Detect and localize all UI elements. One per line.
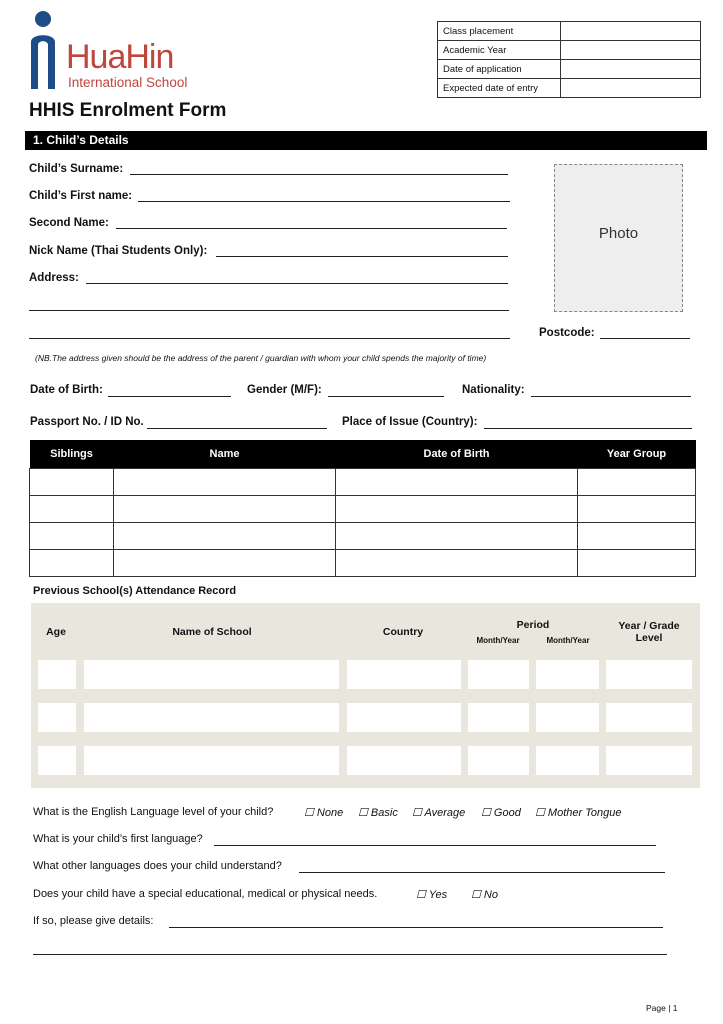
expected-entry-label: Expected date of entry (438, 79, 561, 98)
table-cell[interactable] (336, 496, 578, 523)
table-cell[interactable] (578, 469, 696, 496)
english-level-question: What is the English Language level of your child? (33, 806, 274, 818)
place-of-issue-input-line[interactable] (484, 428, 692, 429)
table-cell[interactable] (336, 523, 578, 550)
first-name-label: Child’s First name: (29, 190, 133, 202)
class-placement-label: Class placement (438, 22, 561, 41)
nationality-input-line[interactable] (531, 396, 691, 397)
special-needs-question: Does your child have a special educational, medical or physical needs. (33, 888, 378, 900)
checkbox-average[interactable] (412, 806, 465, 819)
date-of-application-field[interactable] (561, 60, 701, 79)
checkbox-basic[interactable] (358, 806, 398, 819)
checkbox-good[interactable] (481, 806, 521, 819)
logo-name: HuaHin (66, 38, 174, 76)
level-header: Level (635, 632, 663, 644)
table-cell[interactable] (114, 496, 336, 523)
table-cell[interactable] (468, 746, 529, 775)
option-label: ☐ Mother Tongue (535, 807, 622, 819)
year-group-header: Year Group (578, 440, 696, 469)
option-label: ☐ Basic (358, 807, 398, 819)
table-cell[interactable] (606, 660, 692, 689)
details-input-line-1[interactable] (169, 927, 663, 928)
table-cell[interactable] (30, 469, 114, 496)
table-cell[interactable] (30, 523, 114, 550)
table-cell[interactable] (606, 703, 692, 732)
table-cell[interactable] (30, 550, 114, 577)
table-cell[interactable] (84, 746, 339, 775)
age-header: Age (46, 626, 66, 638)
table-cell[interactable] (578, 550, 696, 577)
photo-label: Photo (598, 225, 639, 242)
gender-label: Gender (M/F): (247, 384, 322, 396)
table-cell[interactable] (114, 469, 336, 496)
address-input-line-3[interactable] (29, 338, 510, 339)
expected-entry-field[interactable] (561, 79, 701, 98)
academic-year-field[interactable] (561, 41, 701, 60)
siblings-header: Siblings (30, 440, 114, 469)
first-language-input-line[interactable] (214, 845, 656, 846)
table-row (30, 469, 696, 496)
table-cell[interactable] (536, 746, 599, 775)
table-row (438, 79, 701, 98)
dob-input-line[interactable] (108, 396, 231, 397)
page-number: Page | 1 (646, 1003, 678, 1013)
table-cell[interactable] (347, 660, 461, 689)
option-label: ☐ No (471, 889, 498, 901)
office-use-table (437, 21, 701, 98)
nick-name-label: Nick Name (Thai Students Only): (29, 245, 208, 257)
nationality-label: Nationality: (462, 384, 525, 396)
table-cell[interactable] (84, 703, 339, 732)
table-cell[interactable] (536, 703, 599, 732)
option-label: ☐ None (304, 807, 344, 819)
checkbox-no[interactable] (471, 888, 498, 901)
table-row (30, 550, 696, 577)
table-cell[interactable] (606, 746, 692, 775)
table-cell[interactable] (38, 746, 76, 775)
table-cell[interactable] (336, 469, 578, 496)
previous-schools-title: Previous School(s) Attendance Record (33, 585, 237, 597)
details-input-line-2[interactable] (33, 954, 667, 955)
school-logo (28, 8, 203, 94)
date-of-application-label: Date of application (438, 60, 561, 79)
school-name-header: Name of School (172, 626, 252, 638)
table-header-row (30, 440, 696, 469)
gender-input-line[interactable] (328, 396, 444, 397)
year-grade-header: Year / Grade (618, 620, 680, 632)
second-name-input-line[interactable] (116, 228, 507, 229)
surname-label: Child’s Surname: (29, 163, 124, 175)
table-row (30, 496, 696, 523)
checkbox-mother-tongue[interactable] (535, 806, 622, 819)
table-cell[interactable] (84, 660, 339, 689)
logo-subtitle: International School (68, 75, 188, 90)
dob-label: Date of Birth: (30, 384, 103, 396)
option-label: ☐ Good (481, 807, 521, 819)
section-title: 1. Child’s Details (33, 133, 129, 147)
academic-year-label: Academic Year (438, 41, 561, 60)
table-cell[interactable] (578, 523, 696, 550)
name-header: Name (114, 440, 336, 469)
address-note: (NB.The address given should be the address of the parent / guardian with whom your child spends the majority of time) (35, 353, 487, 363)
table-row (438, 60, 701, 79)
passport-label: Passport No. / ID No. (30, 416, 144, 428)
checkbox-yes[interactable] (416, 888, 447, 901)
table-row (30, 523, 696, 550)
details-question: If so, please give details: (33, 915, 154, 927)
period-from-header: Month/Year (476, 636, 520, 645)
class-placement-field[interactable] (561, 22, 701, 41)
second-name-label: Second Name: (29, 217, 109, 229)
period-header: Period (516, 619, 550, 631)
other-languages-input-line[interactable] (299, 872, 665, 873)
table-cell[interactable] (38, 703, 76, 732)
period-to-header: Month/Year (546, 636, 590, 645)
page-title: HHIS Enrolment Form (29, 100, 227, 121)
photo-placeholder (554, 164, 683, 312)
table-cell[interactable] (468, 660, 529, 689)
table-cell[interactable] (38, 660, 76, 689)
address-label: Address: (29, 272, 79, 284)
logo-figure-icon (28, 8, 60, 92)
date-of-birth-header: Date of Birth (336, 440, 578, 469)
surname-input-line[interactable] (130, 174, 508, 175)
postcode-input-line[interactable] (600, 338, 690, 339)
table-cell[interactable] (114, 523, 336, 550)
option-label: ☐ Average (412, 807, 466, 819)
place-of-issue-label: Place of Issue (Country): (342, 416, 478, 428)
nick-name-input-line[interactable] (216, 256, 508, 257)
table-cell[interactable] (114, 550, 336, 577)
table-cell[interactable] (30, 496, 114, 523)
first-name-input-line[interactable] (138, 201, 510, 202)
table-cell[interactable] (347, 746, 461, 775)
postcode-label: Postcode: (539, 327, 595, 339)
checkbox-none[interactable] (304, 806, 343, 819)
table-row (438, 41, 701, 60)
option-label: ☐ Yes (416, 889, 448, 901)
table-cell[interactable] (336, 550, 578, 577)
table-cell[interactable] (578, 496, 696, 523)
passport-input-line[interactable] (147, 428, 327, 429)
table-row (438, 22, 701, 41)
first-language-question: What is your child’s first language? (33, 833, 203, 845)
table-cell[interactable] (536, 660, 599, 689)
address-input-line-1[interactable] (86, 283, 508, 284)
table-cell[interactable] (468, 703, 529, 732)
section-header-childs-details (25, 131, 707, 150)
address-input-line-2[interactable] (29, 310, 509, 311)
table-cell[interactable] (347, 703, 461, 732)
country-header: Country (382, 626, 424, 638)
siblings-table (29, 440, 696, 577)
other-languages-question: What other languages does your child understand? (33, 860, 282, 872)
